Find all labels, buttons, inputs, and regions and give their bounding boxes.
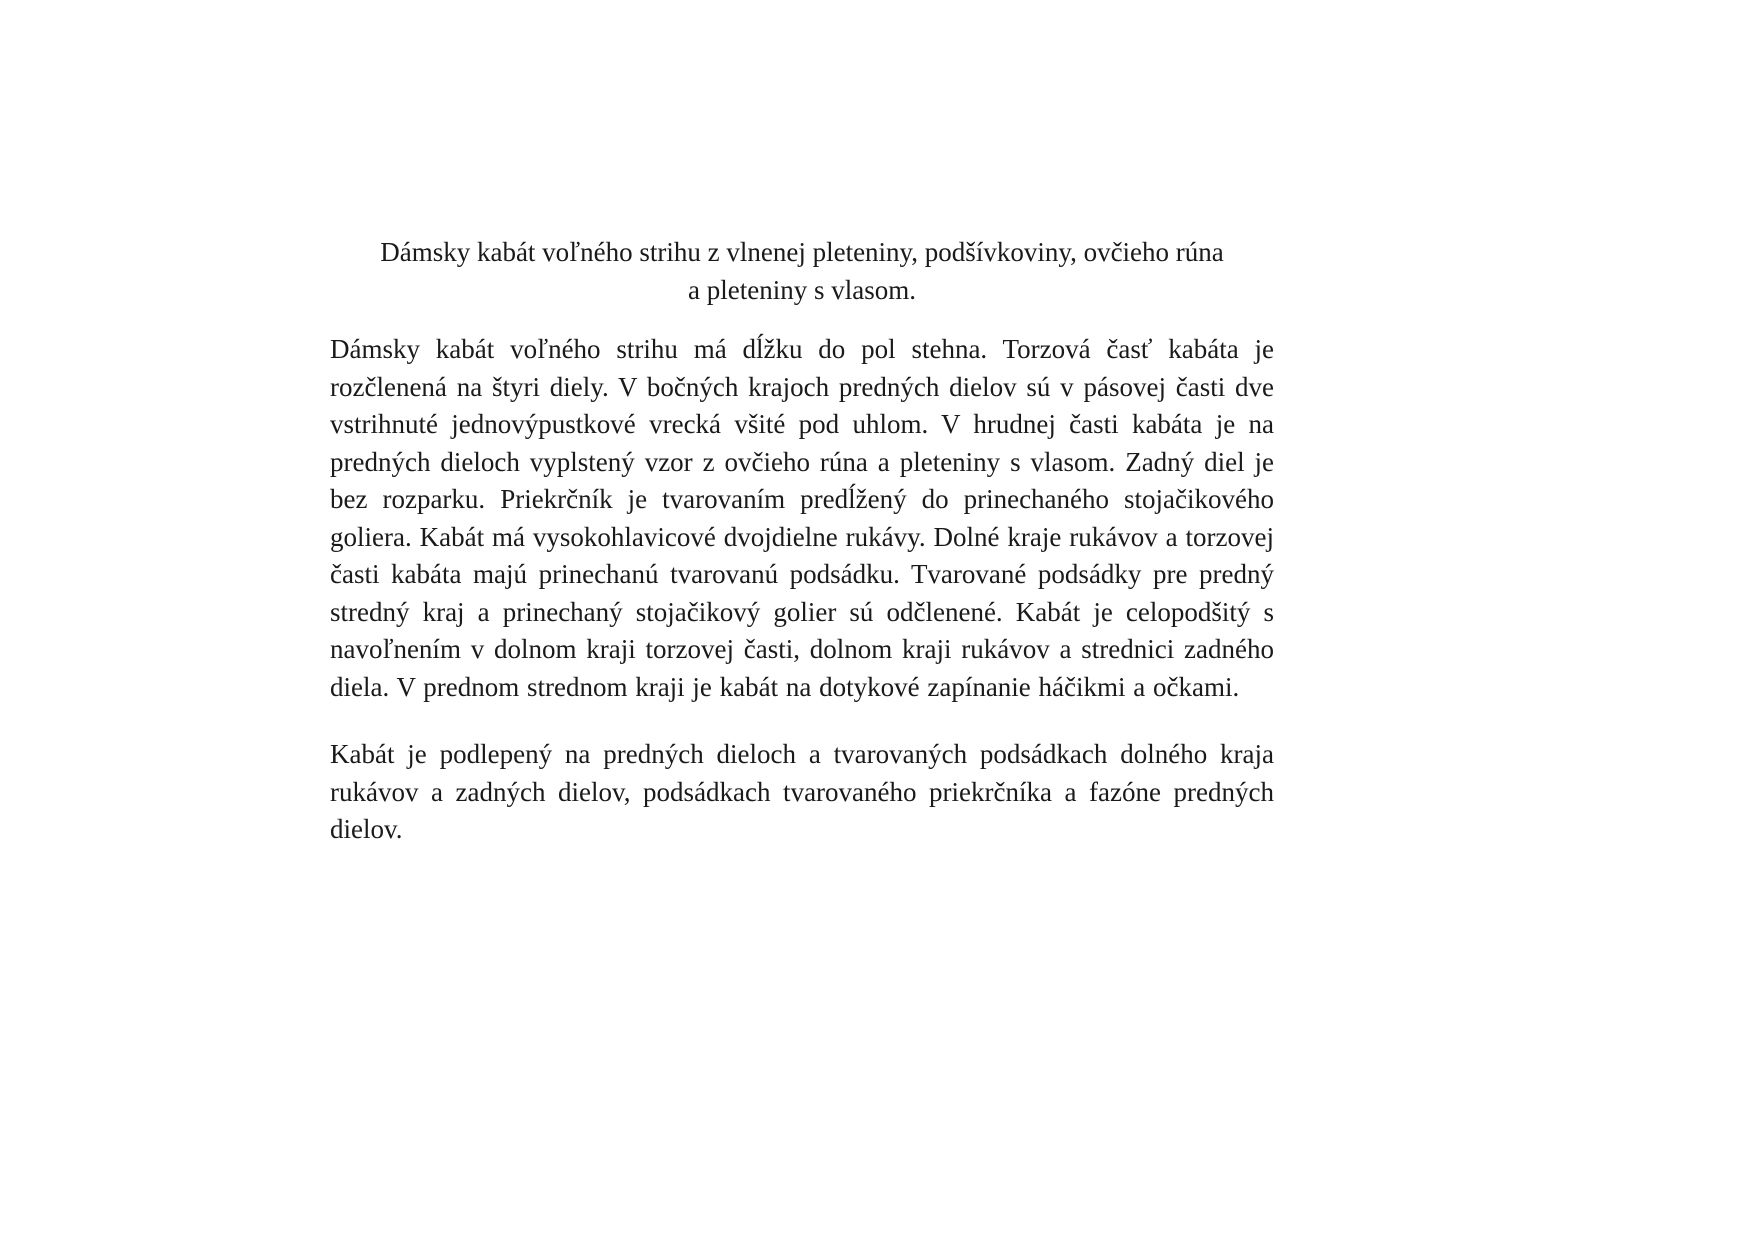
document-title-line-2: a pleteniny s vlasom. (688, 275, 916, 305)
document-page (330, 233, 1274, 849)
paragraph-2: Kabát je podlepený na predných dieloch a tvarovaných podsádkach dolného kraja rukávov a zadných dielov, podsádkach tvarovaného priekrčníka a fazóne predných dielov. (330, 739, 1274, 844)
paragraph-1: Dámsky kabát voľného strihu má dĺžku do pol stehna. Torzová časť kabáta je rozčlenená na štyri diely. V bočných krajoch predných dielov sú v pásovej časti dve vstrihnuté jednovýpustkové vrecká všité pod uhlom. V hrudnej časti kabáta je na predných dieloch vyplstený vzor z ovčieho rúna a pleteniny s vlasom. Zadný diel je bez rozparku. Priekrčník je tvarovaním predĺžený do prinechaného stojačikového goliera. Kabát má vysokohlavicové dvojdielne rukávy. Dolné kraje rukávov a torzovej časti kabáta majú prinechanú tvarovanú podsádku. Tvarované podsádky pre predný stredný kraj a prinechaný stojačikový golier sú odčlenené. Kabát je celopodšitý s navoľnením v dolnom kraji torzovej časti, dolnom kraji rukávov a strednici zadného diela. V prednom strednom kraji je kabát na dotykové zapínanie háčikmi a očkami. (330, 334, 1274, 702)
document-title-line-1: Dámsky kabát voľného strihu z vlnenej pleteniny, podšívkoviny, ovčieho rúna (380, 237, 1224, 267)
document-title (330, 233, 1274, 309)
